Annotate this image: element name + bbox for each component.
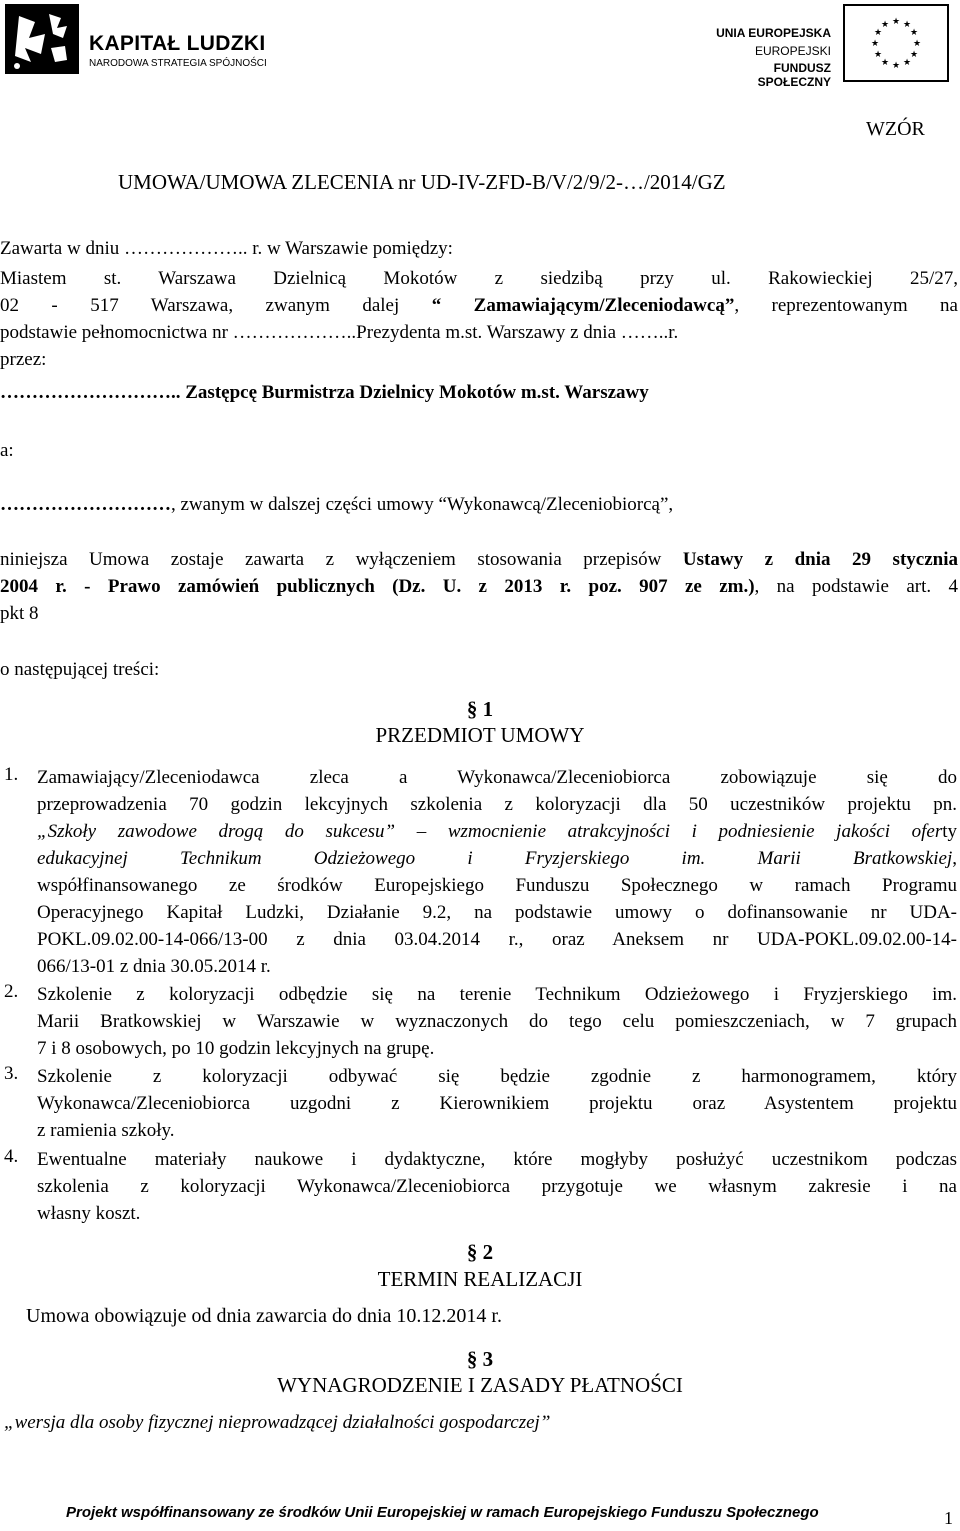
document-title: UMOWA/UMOWA ZLECENIA nr UD-IV-ZFD-B/V/2/9/2-…/2014/GZ — [118, 170, 726, 194]
przez-label: przez: — [0, 349, 47, 370]
party1-line3: podstawie pełnomocnictwa nr ………………..Prezydenta m.st. Warszawy z dnia ……..r. — [0, 322, 679, 343]
logo-right-line2: EUROPEJSKI — [754, 44, 831, 58]
s2-text: Umowa obowiązuje od dnia zawarcia do dnia 10.12.2014 r. — [26, 1305, 502, 1327]
svg-text:★: ★ — [880, 58, 890, 68]
section-2-symbol: § 2 — [466, 1240, 494, 1264]
following-label: o następującej treści: — [0, 659, 160, 680]
svg-text:★: ★ — [870, 39, 880, 49]
a-label: a: — [0, 440, 14, 461]
svg-text:★: ★ — [880, 20, 890, 30]
basis-line1: niniejsza Umowa zostaje zawarta z wyłączeniem stosowania przepisów Ustawy z dnia 29 stycznia — [0, 549, 958, 570]
svg-text:★: ★ — [873, 50, 883, 60]
basis-block — [0, 546, 958, 627]
party1-line1: Miastem st. Warszawa Dzielnicą Mokotów z siedzibą przy ul. Rakowieckiej 25/27, — [0, 268, 958, 289]
intro-line: Zawarta w dniu ……………….. r. w Warszawie pomiędzy: — [0, 238, 453, 259]
s1-p2-num: 2. — [4, 981, 19, 1002]
logo-left-title: KAPITAŁ LUDZKI — [89, 32, 266, 55]
logo-right-line1: UNIA EUROPEJSKA — [716, 26, 831, 40]
logo-left-subtitle: NARODOWA STRATEGIA SPÓJNOŚCI — [89, 58, 267, 69]
logo-right-line3: FUNDUSZ SPOŁECZNY — [757, 61, 831, 89]
s1-p4: Ewentualne materiały naukowe i dydaktyczne, które mogłyby posłużyć uczestnikom podczas szkolenia z koloryzacji Wykonawca/Zleceniobiorca przygotuje we własnym zakresie i na własny koszt. — [37, 1149, 957, 1224]
footer-text: Projekt współfinansowany ze środków Unii Europejskiej w ramach Europejskiego Funduszu Społecznego — [66, 1504, 819, 1521]
s1-p4-num: 4. — [4, 1146, 19, 1167]
kapital-ludzki-emblem-icon — [5, 4, 79, 74]
s3-note: „wersja dla osoby fizycznej nieprowadzącej działalności gospodarczej” — [4, 1412, 551, 1433]
svg-text:★: ★ — [891, 17, 901, 27]
deputy-line: ……………………….. Zastępcę Burmistrza Dzielnicy Mokotów m.st. Warszawy — [0, 382, 649, 403]
s1-p1: Zamawiający/Zleceniodawca zleca a Wykonawca/Zleceniobiorca zobowiązuje się do przeprowadzenia 70 godzin lekcyjnych szkolenia z koloryzacji dla 50 uczestników projektu pn. „Szkoły zawodowe drogą do sukcesu” – wzmocnienie atrakcyjności i podniesienie jakości oferty edukacyjnej Technikum Odzieżowego i Fryzjerskiego im. Marii Bratkowskiej, współfinansowanego ze środków Europejskiego Funduszu Społecznego w ramach Programu Operacyjnego Kapitał Ludzki, Działanie 9.2, na podstawie umowy o dofinansowanie nr UDA- POKL.09.02.00-14-066/13-00 z dnia 03.04.2014 r., oraz Aneksem nr UDA-POKL.09.02.00-14- 066/13-01 z dnia 30.05.2014 r. — [37, 767, 957, 977]
s1-p3: Szkolenie z koloryzacji odbywać się będzie zgodnie z harmonogramem, który Wykonawca/Zleceniobiorca uzgodni z Kierownikiem projektu oraz Asystentem projektu z ramienia szkoły. — [37, 1066, 957, 1141]
svg-text:★: ★ — [891, 61, 901, 71]
section-3-symbol: § 3 — [466, 1347, 494, 1371]
svg-text:★: ★ — [912, 39, 922, 49]
svg-text:★: ★ — [909, 28, 919, 38]
party1-block — [0, 265, 958, 373]
wzor-label: WZÓR — [866, 118, 925, 140]
eu-flag-icon — [843, 4, 949, 82]
svg-text:★: ★ — [873, 28, 883, 38]
svg-text:★: ★ — [902, 20, 912, 30]
ue-efs-logo — [705, 4, 950, 89]
s1-p3-num: 3. — [4, 1063, 19, 1084]
s1-p2: Szkolenie z koloryzacji odbędzie się na terenie Technikum Odzieżowego i Fryzjerskiego im. Marii Bratkowskiej w Warszawie w wyznaczonych do tego celu pomieszczeniach, w 7 grupach 7 i 8 osobowych, po 10 godzin lekcyjnych na grupę. — [37, 984, 957, 1059]
section-1-symbol: § 1 — [466, 697, 494, 721]
svg-text:★: ★ — [902, 58, 912, 68]
basis-line3: pkt 8 — [0, 603, 39, 624]
kapital-ludzki-logo — [5, 4, 305, 74]
section-2-title: TERMIN REALIZACJI — [377, 1267, 583, 1291]
basis-line2: 2004 r. - Prawo zamówień publicznych (Dz. U. z 2013 r. poz. 907 ze zm.), na podstawie art. 4 — [0, 576, 958, 597]
page-number: 1 — [944, 1508, 953, 1528]
section-1-title: PRZEDMIOT UMOWY — [375, 723, 585, 747]
party1-line2: 02 - 517 Warszawa, zwanym dalej “ Zamawiającym/Zleceniodawcą”, reprezentowanym na — [0, 295, 958, 316]
section-3-title: WYNAGRODZENIE I ZASADY PŁATNOŚCI — [277, 1373, 683, 1397]
svg-text:★: ★ — [909, 50, 919, 60]
s1-p1-num: 1. — [4, 764, 19, 785]
party2-line: ………………………, zwanym w dalszej części umowy “Wykonawcą/Zleceniobiorcą”, — [0, 494, 674, 515]
